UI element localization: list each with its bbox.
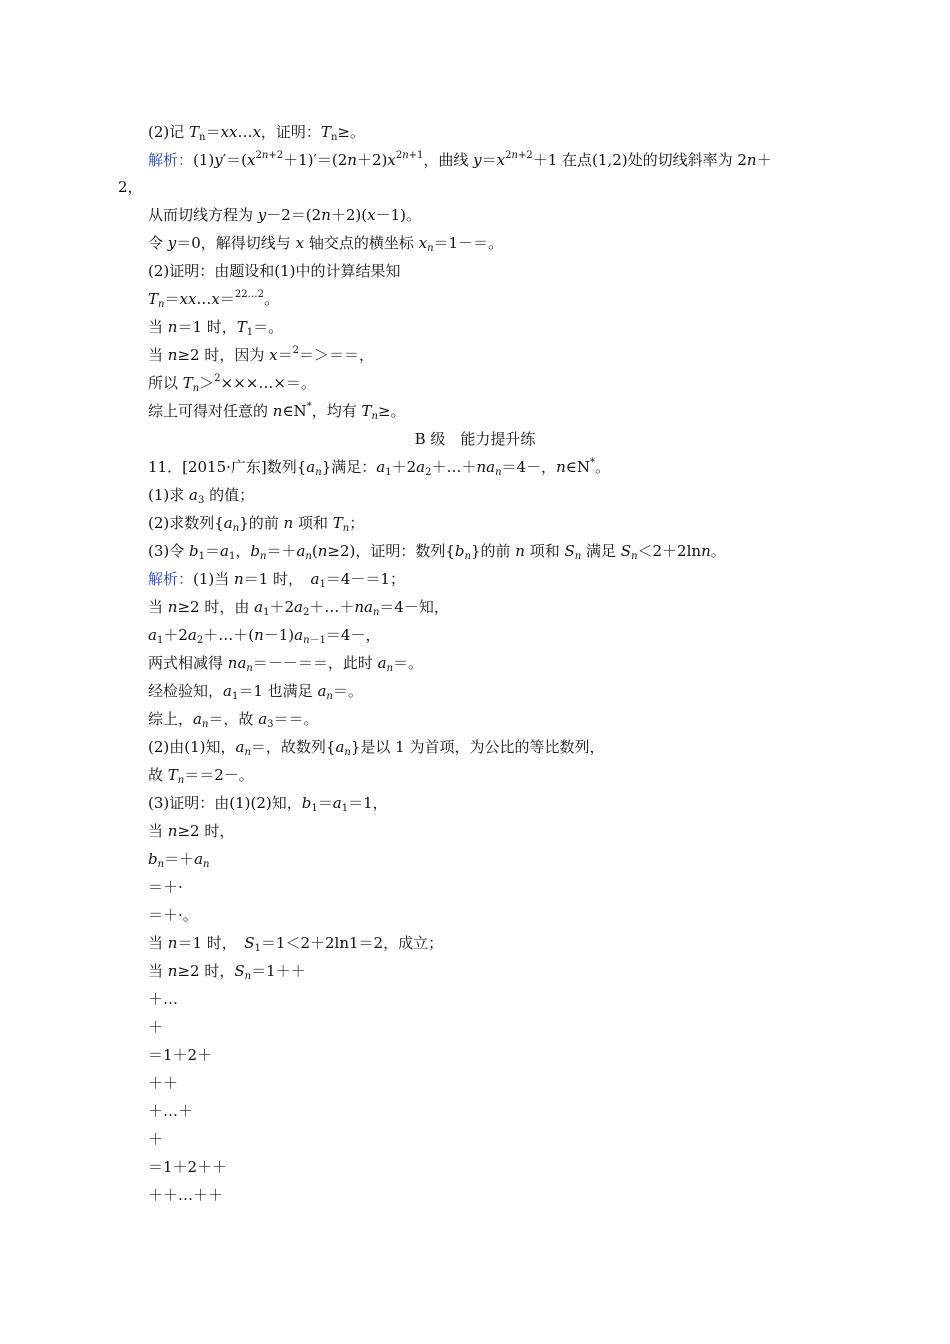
text-line: 经检验知，$a_1=1$ 也满足 $a_n=$。 — [148, 682, 363, 702]
text-line: $T_n=xx\dots x=^{22\dots 2}$。 — [148, 289, 280, 310]
text-line: (3)令 $b_1=a_1$，$b_n=+a_n(n\ge 2)$，证明：数列$\{b_n\}$的前 n 项和 $S_n$ 满足 $S_n<2+2\ln n$。 — [148, 542, 726, 562]
text-line: (2)证明：由题设和(1)中的计算结果知 — [148, 262, 401, 280]
text-line: $b_n=+a_n$ — [148, 850, 210, 870]
text-line: 当 n≥2 时， — [148, 822, 235, 840]
text-line: ＋ — [148, 1018, 164, 1036]
text-line: (1)求 $a_3$ 的值； — [148, 486, 255, 506]
text-line: (2)求数列$\{a_n\}$的前 n 项和 $T_n$； — [148, 514, 365, 534]
text-line: 当 n＝1 时， $S_1=1<2+2\ln 1=2$，成立； — [148, 934, 444, 954]
text-line: 综上，$a_n=$，故 $a_3==$。 — [148, 710, 319, 730]
analysis-label: 解析： — [148, 151, 194, 169]
text-line: ＋… — [148, 990, 179, 1008]
section-heading: B 级 能力提升练 — [414, 430, 536, 448]
text-line: ＝1＋2＋＋ — [148, 1158, 228, 1176]
text-line: 综上可得对任意的 n∈N*，均有 $T_n\ge$。 — [148, 401, 406, 422]
text-line: 当 n≥2 时，因为 x＝$^2$＝＞＝＝， — [148, 345, 374, 364]
text-line: 当 n≥2 时，由 $a_1+2a_2+\dots+na_n=4-$知， — [148, 598, 449, 618]
text-line: 从而切线方程为 y－2＝(2n＋2)(x－1)。 — [148, 206, 422, 224]
analysis-line: 解析：(1)当 n＝1 时， $a_1=4-=1$； — [148, 570, 405, 590]
text-line: (2)由(1)知，$a_n=$，故数列$\{a_n\}$是以 1 为首项，为公比的等比数列， — [148, 738, 605, 758]
question-line: 11．[2015·广东]数列$\{a_n\}$满足：$a_1+2a_2+\dots+na_n=4-$，n∈N*。 — [148, 457, 610, 478]
text-line: 两式相减得 $na_n=--==$，此时 $a_n=$。 — [148, 654, 424, 674]
analysis-line: 解析：$(1)y'=(x^{2n+2}+1)'=(2n+2)x^{2n+1}$，曲线 $y=x^{2n+2}+1$ 在点(1,2)处的切线斜率为 2n＋ — [148, 150, 772, 169]
analysis-label: 解析： — [148, 570, 194, 588]
text-line: ＋…＋ — [148, 1102, 194, 1120]
text-line: ＝＋· — [148, 878, 183, 896]
text-line: $a_1+2a_2+\dots+(n-1)a_{n-1}=4-$， — [148, 626, 381, 646]
text-line: 故 $T_n==2-$。 — [148, 766, 254, 786]
text-line: 当 n≥2 时，$S_n=1++$ — [148, 962, 306, 982]
text-line: (2)记 $T_n=xx\dots x$，证明：$T_n\ge$。 — [148, 123, 365, 143]
text-line: ＋＋…＋＋ — [148, 1186, 224, 1204]
text-line: 所以 $T_n>^2\times\times\times\dots\times=$。 — [148, 373, 316, 394]
text-line: 当 n＝1 时，$T_1=$。 — [148, 318, 284, 338]
text-line: ＝＋·。 — [148, 906, 198, 924]
text-line: 2， — [118, 178, 143, 196]
text-line: ＋＋ — [148, 1074, 179, 1092]
text-line: 令 y＝0，解得切线与 x 轴交点的横坐标 $x_n=1-=$。 — [148, 234, 504, 254]
text-line: (3)证明：由(1)(2)知，$b_1=a_1=1$， — [148, 794, 388, 814]
text-line: ＋ — [148, 1130, 164, 1148]
text-line: ＝1＋2＋ — [148, 1046, 213, 1064]
